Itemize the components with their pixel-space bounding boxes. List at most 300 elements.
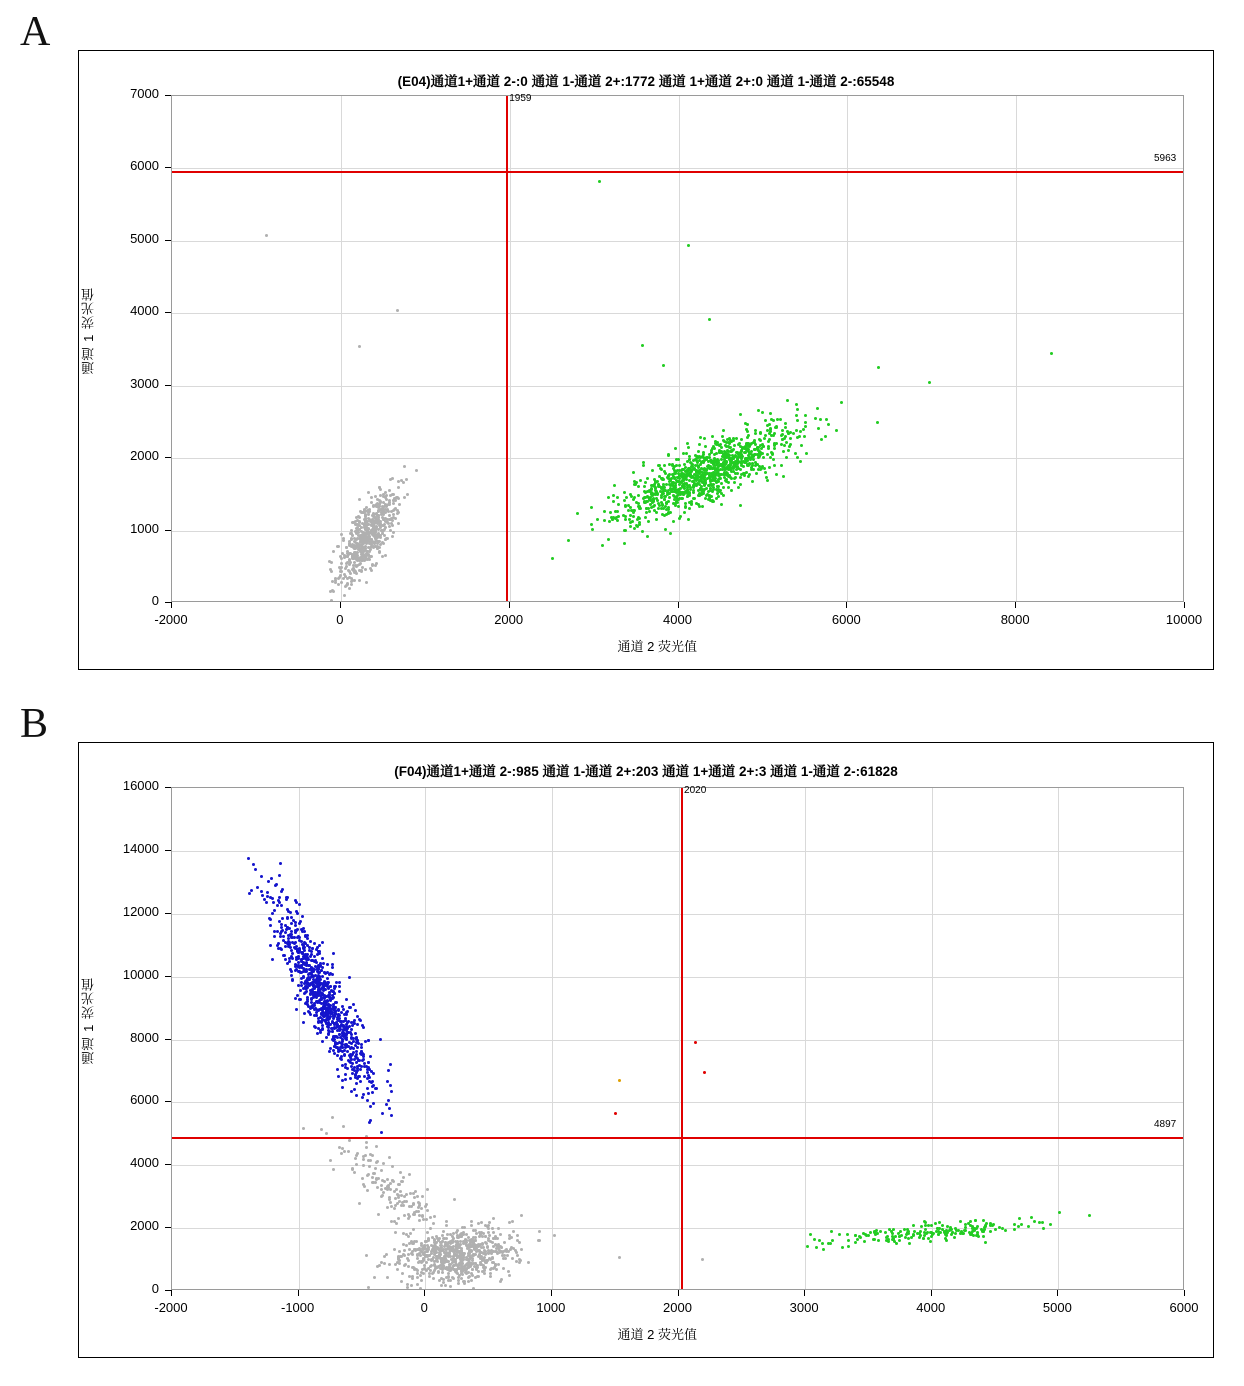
data-point [809, 1233, 812, 1236]
data-point [417, 1210, 420, 1213]
data-point [333, 1045, 336, 1048]
data-point [302, 975, 305, 978]
data-point [354, 1076, 357, 1079]
data-point [538, 1230, 541, 1233]
data-point [907, 1230, 910, 1233]
data-point [338, 990, 341, 993]
data-point [371, 1091, 374, 1094]
data-point [327, 1029, 330, 1032]
data-point [1049, 1223, 1052, 1226]
data-point [294, 924, 297, 927]
data-point [919, 1234, 922, 1237]
data-point [408, 1215, 411, 1218]
data-point [488, 1234, 491, 1237]
data-point [337, 1013, 340, 1016]
data-point [502, 1267, 505, 1270]
data-point [467, 1266, 470, 1269]
data-point [306, 944, 309, 947]
data-point [830, 1230, 833, 1233]
data-point [394, 1231, 397, 1234]
data-point [252, 863, 255, 866]
data-point [974, 1219, 977, 1222]
data-point [343, 1150, 346, 1153]
data-point [438, 1279, 441, 1282]
data-point [472, 1245, 475, 1248]
data-point [876, 1232, 879, 1235]
gridline-vertical [425, 788, 426, 1289]
data-point [380, 1169, 383, 1172]
data-point [366, 1071, 369, 1074]
data-point [349, 1006, 352, 1009]
data-point [272, 901, 275, 904]
data-point [290, 974, 293, 977]
data-point [336, 1054, 339, 1057]
data-point [398, 1250, 401, 1253]
data-point [295, 910, 298, 913]
data-point [475, 1232, 478, 1235]
data-point [389, 1188, 392, 1191]
data-point [877, 1239, 880, 1242]
data-point [340, 1011, 343, 1014]
data-point [434, 1242, 437, 1245]
data-point [879, 1230, 882, 1233]
data-point [426, 1250, 429, 1253]
data-point [361, 1096, 364, 1099]
data-point [269, 944, 272, 947]
data-point [443, 1245, 446, 1248]
data-point [341, 1032, 344, 1035]
y-tick-label: 16000 [122, 778, 159, 793]
gridline-horizontal [172, 1102, 1183, 1103]
data-point [303, 949, 306, 952]
data-point [452, 1277, 455, 1280]
data-point [294, 963, 297, 966]
data-point [508, 1274, 511, 1277]
data-point [873, 1238, 876, 1241]
data-point [426, 1209, 429, 1212]
data-point [967, 1222, 970, 1225]
panel-letter: A [20, 9, 51, 55]
data-point [286, 927, 289, 930]
data-point [385, 1253, 388, 1256]
data-point [455, 1231, 458, 1234]
data-point [310, 959, 313, 962]
data-point [983, 1228, 986, 1231]
data-point [953, 1236, 956, 1239]
data-point [903, 1228, 906, 1231]
data-point [492, 1231, 495, 1234]
y-tick-label: 3000 [130, 375, 159, 391]
data-point-outlier [618, 1079, 621, 1082]
data-point [954, 1232, 957, 1235]
data-point [420, 1207, 423, 1210]
data-point [506, 1254, 509, 1257]
data-point [468, 1252, 471, 1255]
data-point [351, 1068, 354, 1071]
data-point [489, 1240, 492, 1243]
data-point [345, 998, 348, 1001]
y-tick-mark [165, 976, 171, 977]
data-point [447, 1279, 450, 1282]
x-tick-mark [931, 1290, 932, 1296]
data-point [428, 1254, 431, 1257]
data-point [316, 1032, 319, 1035]
data-point [449, 1285, 452, 1288]
data-point [977, 1235, 980, 1238]
data-point [492, 1237, 495, 1240]
data-point [342, 1008, 345, 1011]
data-point [891, 1238, 894, 1241]
data-point [289, 911, 292, 914]
y-tick-label: 0 [151, 1281, 159, 1296]
data-point [278, 874, 281, 877]
data-point [326, 963, 329, 966]
data-point-outlier [1088, 1214, 1091, 1217]
data-point [397, 1183, 400, 1186]
data-point [273, 909, 276, 912]
data-point [403, 1214, 406, 1217]
data-point [831, 1239, 834, 1242]
data-point [430, 1258, 433, 1261]
data-point [399, 1255, 402, 1258]
data-point [416, 1254, 419, 1257]
y-tick-label: 2000 [130, 448, 159, 464]
data-point [854, 1241, 857, 1244]
data-point [451, 1247, 454, 1250]
data-point [445, 1237, 448, 1240]
y-tick-label: 12000 [122, 903, 159, 919]
data-point [475, 1247, 478, 1250]
data-point [482, 1257, 485, 1260]
data-point [898, 1235, 901, 1238]
data-point [325, 1036, 328, 1039]
data-point [444, 1241, 447, 1244]
data-point [405, 1200, 408, 1203]
data-point [337, 1050, 340, 1053]
data-point [332, 952, 335, 955]
data-point [416, 1276, 419, 1279]
data-point [898, 1239, 901, 1242]
data-point [362, 1155, 365, 1158]
data-point [822, 1248, 825, 1251]
data-point [426, 1188, 429, 1191]
data-point [326, 981, 329, 984]
data-point [390, 1114, 393, 1117]
data-point [378, 1264, 381, 1267]
gate-y-value: 5963 [1154, 153, 1177, 165]
data-point [476, 1275, 479, 1278]
data-point [499, 1233, 502, 1236]
data-point [461, 1273, 464, 1276]
data-point [302, 1021, 305, 1024]
data-point [1017, 1225, 1020, 1228]
data-point [353, 1171, 356, 1174]
gridline-vertical [552, 788, 553, 1289]
data-point [362, 1158, 365, 1161]
data-point [380, 1131, 383, 1134]
data-point [385, 1103, 388, 1106]
data-point [518, 1261, 521, 1264]
data-point [328, 1050, 331, 1053]
data-point [390, 1220, 393, 1223]
data-point [420, 1279, 423, 1282]
data-point [355, 1036, 358, 1039]
data-point [471, 1268, 474, 1271]
data-point [491, 1250, 494, 1253]
data-point [873, 1231, 876, 1234]
data-point-outlier [1058, 1211, 1061, 1214]
data-point [440, 1257, 443, 1260]
panel-letter: B [20, 701, 49, 747]
data-point [260, 875, 263, 878]
gate-line-vertical[interactable] [681, 788, 683, 1289]
data-point [507, 1270, 510, 1273]
data-point [402, 1204, 405, 1207]
data-point [316, 953, 319, 956]
data-point [426, 1244, 429, 1247]
data-point [284, 958, 287, 961]
data-point [433, 1253, 436, 1256]
data-point [324, 1006, 327, 1009]
data-point [338, 1029, 341, 1032]
data-point [934, 1222, 937, 1225]
data-point [932, 1232, 935, 1235]
data-point [346, 1021, 349, 1024]
data-point [520, 1248, 523, 1251]
data-point [429, 1216, 432, 1219]
data-point [354, 1157, 357, 1160]
data-point [408, 1173, 411, 1176]
data-point [316, 968, 319, 971]
data-point [336, 1068, 339, 1071]
data-point [280, 923, 283, 926]
data-point [470, 1224, 473, 1227]
data-point [322, 962, 325, 965]
data-point [294, 997, 297, 1000]
data-point [429, 1227, 432, 1230]
data-point [359, 1068, 362, 1071]
data-point [265, 901, 268, 904]
data-point [317, 989, 320, 992]
data-point [374, 1181, 377, 1184]
data-point [1013, 1223, 1016, 1226]
data-point [457, 1282, 460, 1285]
data-point [416, 1283, 419, 1286]
data-point [411, 1277, 414, 1280]
data-point [455, 1269, 458, 1272]
data-point [296, 928, 299, 931]
x-tick-label: -2000 [154, 1300, 188, 1315]
data-point [922, 1237, 925, 1240]
data-point [497, 1227, 500, 1230]
data-point [375, 1087, 378, 1090]
x-tick-label: 10000 [1165, 612, 1203, 627]
plot-title: (F04)通道1+通道 2-:985 通道 1-通道 2+:203 通道 1+通道 2+:3 通道 1-通道 2-:61828 [394, 764, 898, 779]
data-point [487, 1227, 490, 1230]
y-tick-label: 10000 [122, 966, 159, 982]
data-point [271, 897, 274, 900]
data-point [926, 1231, 929, 1234]
y-tick-mark [165, 1164, 171, 1165]
data-point [459, 1235, 462, 1238]
data-point [841, 1246, 844, 1249]
data-point [261, 894, 264, 897]
x-tick-label: -2000 [154, 612, 188, 627]
data-point [281, 917, 284, 920]
data-point [488, 1251, 491, 1254]
y-tick-label: 2000 [130, 1218, 159, 1234]
data-point [401, 1180, 404, 1183]
data-point [516, 1254, 519, 1257]
data-point [452, 1268, 455, 1271]
data-point [425, 1218, 428, 1221]
data-point [442, 1230, 445, 1233]
x-axis-label: 通道 2 荧光值 [617, 1327, 697, 1342]
data-point [366, 1087, 369, 1090]
data-point [307, 1005, 310, 1008]
data-point [388, 1263, 391, 1266]
data-point [407, 1265, 410, 1268]
data-point [821, 1242, 824, 1245]
data-point [307, 1010, 310, 1013]
data-point [459, 1233, 462, 1236]
gridline-vertical [679, 788, 680, 1289]
data-point-outlier [614, 1112, 617, 1115]
data-point [329, 1007, 332, 1010]
data-point [318, 950, 321, 953]
data-point [342, 1028, 345, 1031]
data-point [508, 1221, 511, 1224]
data-point [396, 1268, 399, 1271]
data-point [329, 985, 332, 988]
data-point [412, 1203, 415, 1206]
plot-area[interactable] [171, 787, 1184, 1290]
data-point [276, 930, 279, 933]
data-point [316, 946, 319, 949]
data-point [393, 1190, 396, 1193]
gridline-vertical [805, 788, 806, 1289]
gate-line-horizontal[interactable] [172, 1137, 1183, 1139]
data-point [388, 1198, 391, 1201]
data-point [487, 1224, 490, 1227]
data-point [303, 1012, 306, 1015]
data-point [254, 868, 257, 871]
data-point [271, 958, 274, 961]
data-point [377, 1213, 380, 1216]
data-point [376, 1186, 379, 1189]
data-point [863, 1240, 866, 1243]
data-point [373, 1276, 376, 1279]
data-point [338, 981, 341, 984]
data-point [366, 1174, 369, 1177]
data-point [344, 1073, 347, 1076]
data-point [838, 1233, 841, 1236]
data-point [366, 1189, 369, 1192]
data-point [496, 1237, 499, 1240]
data-point [256, 886, 259, 889]
data-point [1020, 1223, 1023, 1226]
data-point [416, 1195, 419, 1198]
data-point [321, 1027, 324, 1030]
data-point [315, 1000, 318, 1003]
x-tick-mark [171, 1290, 172, 1296]
data-point [362, 1026, 365, 1029]
data-point [982, 1219, 985, 1222]
data-point [938, 1221, 941, 1224]
data-point [358, 1075, 361, 1078]
data-point [452, 1264, 455, 1267]
y-tick-mark [165, 1101, 171, 1102]
data-point [512, 1230, 515, 1233]
data-point [383, 1255, 386, 1258]
data-point [298, 903, 301, 906]
data-point [419, 1287, 422, 1290]
data-point [348, 976, 351, 979]
data-point [389, 1201, 392, 1204]
gridline-vertical [299, 788, 300, 1289]
data-point [290, 916, 293, 919]
data-point [419, 1274, 422, 1277]
data-point [313, 942, 316, 945]
data-point [273, 935, 276, 938]
data-point [424, 1205, 427, 1208]
data-point [369, 1119, 372, 1122]
data-point [498, 1249, 501, 1252]
data-point [350, 1065, 353, 1068]
data-point [468, 1261, 471, 1264]
data-point [338, 985, 341, 988]
y-tick-label: 4000 [130, 1155, 159, 1171]
data-point [365, 1141, 368, 1144]
data-point [445, 1220, 448, 1223]
data-point [489, 1272, 492, 1275]
data-point [280, 904, 283, 907]
data-point [433, 1269, 436, 1272]
data-point [445, 1224, 448, 1227]
data-point [401, 1272, 404, 1275]
data-point [248, 892, 251, 895]
data-point [297, 957, 300, 960]
data-point [468, 1275, 471, 1278]
data-point [371, 1176, 374, 1179]
data-point [912, 1233, 915, 1236]
data-point [426, 1231, 429, 1234]
data-point [927, 1224, 930, 1227]
data-point [433, 1215, 436, 1218]
data-point [481, 1270, 484, 1273]
x-axis-label: 通道 2 荧光值 [617, 639, 697, 654]
data-point [400, 1280, 403, 1283]
data-point [386, 1276, 389, 1279]
data-point [465, 1233, 468, 1236]
x-tick-label: -1000 [281, 1300, 315, 1315]
data-point [910, 1236, 913, 1239]
data-point [386, 1206, 389, 1209]
y-tick-label: 6000 [130, 1092, 159, 1108]
data-point [356, 1067, 359, 1070]
data-point [467, 1280, 470, 1283]
y-tick-mark [165, 787, 171, 788]
y-tick-mark [165, 1227, 171, 1228]
data-point [280, 890, 283, 893]
y-tick-label: 4000 [130, 303, 159, 319]
data-point [355, 1094, 358, 1097]
data-point [399, 1190, 402, 1193]
data-point [354, 1009, 357, 1012]
data-point [520, 1214, 523, 1217]
data-point [308, 964, 311, 967]
data-point [489, 1275, 492, 1278]
